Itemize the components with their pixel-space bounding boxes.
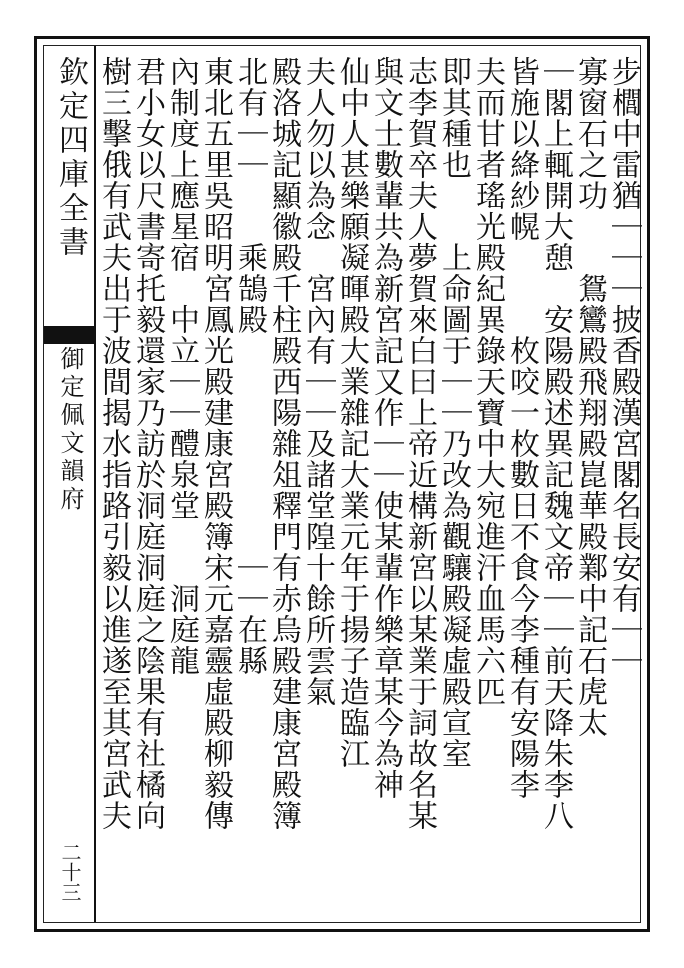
- text-column: 北有｜｜ 乘鵠殿 ｜｜在縣: [232, 56, 267, 676]
- text-column: ｜閣上輒開大憩 安陽殿述異記魏文帝｜｜前天降朱李八: [538, 56, 573, 831]
- text-column: 志李賀卒夫人夢賀來白曰上帝近構新宮以某業于詞故名某: [402, 56, 437, 831]
- margin-column: [44, 46, 96, 922]
- text-column: 步櫚中雷猶｜｜｜披香殿漢宮閣名長安有｜｜: [606, 56, 641, 676]
- text-column: 與文士數輩共為新宮記又作｜｜使某輩作樂章某今為神: [368, 56, 403, 800]
- text-area: [43, 45, 641, 923]
- text-column: 寡窗石之功 鴛鸞殿飛翔殿崑華殿鄴中記石虎太: [572, 56, 607, 738]
- text-column: 仙中人甚樂願凝暉殿大業雜記大業元年于揚子造臨江: [334, 56, 369, 769]
- text-column: 東北五里吳昭明宮鳳光殿建康宮殿簿宋元嘉靈虛殿柳毅傳: [198, 56, 233, 831]
- text-column: 樹三擊俄有武夫出于波間揭水指路引毅以進遂至其宮武夫: [96, 56, 131, 831]
- text-column: 內制度上應星宿 中立｜｜醴泉堂 洞庭龍: [164, 56, 199, 676]
- text-column: 即其種也 上命圖于｜｜乃改為觀驤殿凝虛殿宣室: [436, 56, 471, 769]
- text-column: 殿洛城記顯徽殿千柱殿西陽雜俎釋門有赤烏殿建康宮殿簿: [266, 56, 301, 831]
- text-column: 夫人勿以為念 宮內有｜｜及諸堂隍十餘所雲氣: [300, 56, 335, 707]
- section-title: 御定佩文韻府: [56, 346, 84, 514]
- book-title: 欽定四庫全書: [53, 56, 88, 260]
- page-number: 二十三: [58, 842, 82, 902]
- text-column: 君小女以尺書寄托毅還家乃訪於洞庭洞庭之陰果有社橘向: [130, 56, 165, 831]
- fishtail-mark: [44, 326, 96, 344]
- text-column: 皆施以絳紗幌 枚咬一枚數日不食今李種有安陽李: [504, 56, 539, 800]
- page-frame: [34, 36, 650, 932]
- text-column: 夫而甘者瑤光殿紀異錄天寶中大宛進汗血馬六匹: [470, 56, 505, 707]
